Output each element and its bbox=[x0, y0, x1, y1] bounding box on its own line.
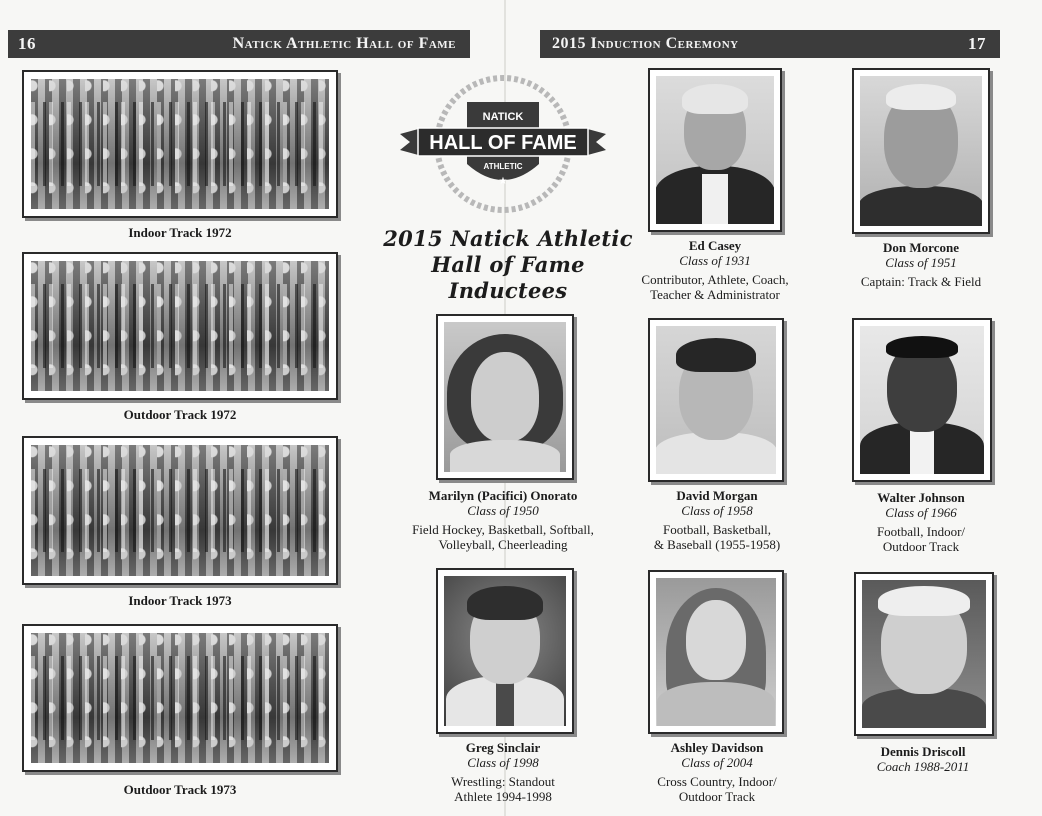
team-photo-image bbox=[31, 261, 329, 391]
inductee-ed-casey bbox=[622, 238, 808, 302]
team-photo-outdoor-1973 bbox=[22, 624, 338, 772]
portrait-ashley-davidson bbox=[648, 570, 784, 734]
team-caption-outdoor-1972: Outdoor Track 1972 bbox=[123, 407, 237, 422]
right-page-number: 17 bbox=[968, 34, 986, 53]
inductee-role: Football, Basketball, bbox=[663, 522, 771, 537]
hall-of-fame-logo bbox=[392, 72, 614, 214]
inductee-marilyn-onorato bbox=[398, 488, 608, 552]
inductee-class: Class of 2004 bbox=[681, 755, 753, 770]
team-photo-indoor-1973 bbox=[22, 436, 338, 585]
inductee-greg-sinclair bbox=[418, 740, 588, 804]
inductee-class: Coach 1988-2011 bbox=[876, 759, 970, 774]
inductee-role: Volleyball, Cheerleading bbox=[438, 537, 568, 552]
team-photo-image bbox=[31, 445, 329, 576]
portrait-walter-johnson bbox=[852, 318, 992, 482]
inductee-role: Outdoor Track bbox=[882, 539, 960, 554]
inductee-walter-johnson bbox=[828, 490, 1014, 554]
team-photo-image bbox=[31, 633, 329, 763]
left-page-title: Natick Athletic Hall of Fame bbox=[232, 35, 456, 52]
left-page-number: 16 bbox=[18, 34, 36, 53]
portrait-greg-sinclair bbox=[436, 568, 574, 734]
portrait-image bbox=[444, 322, 566, 472]
inductee-name: Don Morcone bbox=[883, 240, 959, 255]
inductee-role: Contributor, Athlete, Coach, bbox=[641, 272, 789, 287]
inductee-class: Class of 1950 bbox=[467, 503, 539, 518]
logo-top-text: NATICK bbox=[482, 111, 524, 123]
portrait-image bbox=[444, 576, 566, 726]
portrait-ed-casey bbox=[648, 68, 782, 232]
inductee-class: Class of 1998 bbox=[467, 755, 539, 770]
inductees-title bbox=[378, 226, 638, 304]
inductee-role: Field Hockey, Basketball, Softball, bbox=[412, 522, 594, 537]
inductee-name: Walter Johnson bbox=[877, 490, 965, 505]
inductee-class: Class of 1958 bbox=[681, 503, 753, 518]
team-caption-outdoor-1973: Outdoor Track 1973 bbox=[123, 782, 237, 797]
inductee-role: Wrestling: Standout bbox=[451, 774, 555, 789]
inductee-role: Captain: Track & Field bbox=[860, 274, 982, 289]
inductee-role: & Baseball (1955-1958) bbox=[653, 537, 781, 552]
inductee-class: Class of 1951 bbox=[885, 255, 957, 270]
right-page-header bbox=[540, 30, 1000, 58]
portrait-marilyn-onorato bbox=[436, 314, 574, 480]
portrait-image bbox=[862, 580, 986, 728]
inductee-role: Football, Indoor/ bbox=[876, 524, 966, 539]
team-caption-indoor-1972: Indoor Track 1972 bbox=[128, 225, 232, 240]
inductee-don-morcone bbox=[828, 240, 1014, 289]
inductee-ashley-davidson bbox=[622, 740, 812, 804]
portrait-image bbox=[860, 326, 984, 474]
right-page-title: 2015 Induction Ceremony bbox=[552, 35, 739, 52]
portrait-don-morcone bbox=[852, 68, 990, 234]
logo-main-text: HALL OF FAME bbox=[429, 132, 577, 154]
logo-bottom-text: ATHLETIC bbox=[483, 162, 523, 171]
team-caption-indoor-1973: Indoor Track 1973 bbox=[128, 593, 232, 608]
inductee-name: Greg Sinclair bbox=[465, 740, 541, 755]
inductee-name: David Morgan bbox=[676, 488, 758, 503]
inductee-name: Marilyn (Pacifici) Onorato bbox=[428, 488, 578, 503]
inductee-role: Teacher & Administrator bbox=[650, 287, 780, 302]
inductee-class: Class of 1966 bbox=[885, 505, 957, 520]
portrait-dennis-driscoll bbox=[854, 572, 994, 736]
inductee-dennis-driscoll bbox=[828, 744, 1018, 778]
portrait-image bbox=[656, 578, 776, 726]
inductee-name: Dennis Driscoll bbox=[880, 744, 966, 759]
inductees-title-line2: Hall of Fame Inductees bbox=[431, 252, 585, 303]
inductee-name: Ed Casey bbox=[688, 238, 742, 253]
inductees-title-line1: 2015 Natick Athletic bbox=[383, 226, 633, 251]
inductee-class: Class of 1931 bbox=[679, 253, 751, 268]
team-photo-indoor-1972 bbox=[22, 70, 338, 218]
portrait-image bbox=[860, 76, 982, 226]
inductee-role: Outdoor Track bbox=[678, 789, 756, 804]
team-photo-image bbox=[31, 79, 329, 209]
inductee-role: Cross Country, Indoor/ bbox=[657, 774, 777, 789]
inductee-david-morgan bbox=[622, 488, 812, 552]
left-page-header bbox=[8, 30, 470, 58]
portrait-david-morgan bbox=[648, 318, 784, 482]
inductee-name: Ashley Davidson bbox=[670, 740, 764, 755]
logo-star-icon: ★ bbox=[498, 176, 508, 187]
inductee-role: Athlete 1994-1998 bbox=[454, 789, 552, 804]
team-photo-outdoor-1972 bbox=[22, 252, 338, 400]
portrait-image bbox=[656, 326, 776, 474]
portrait-image bbox=[656, 76, 774, 224]
